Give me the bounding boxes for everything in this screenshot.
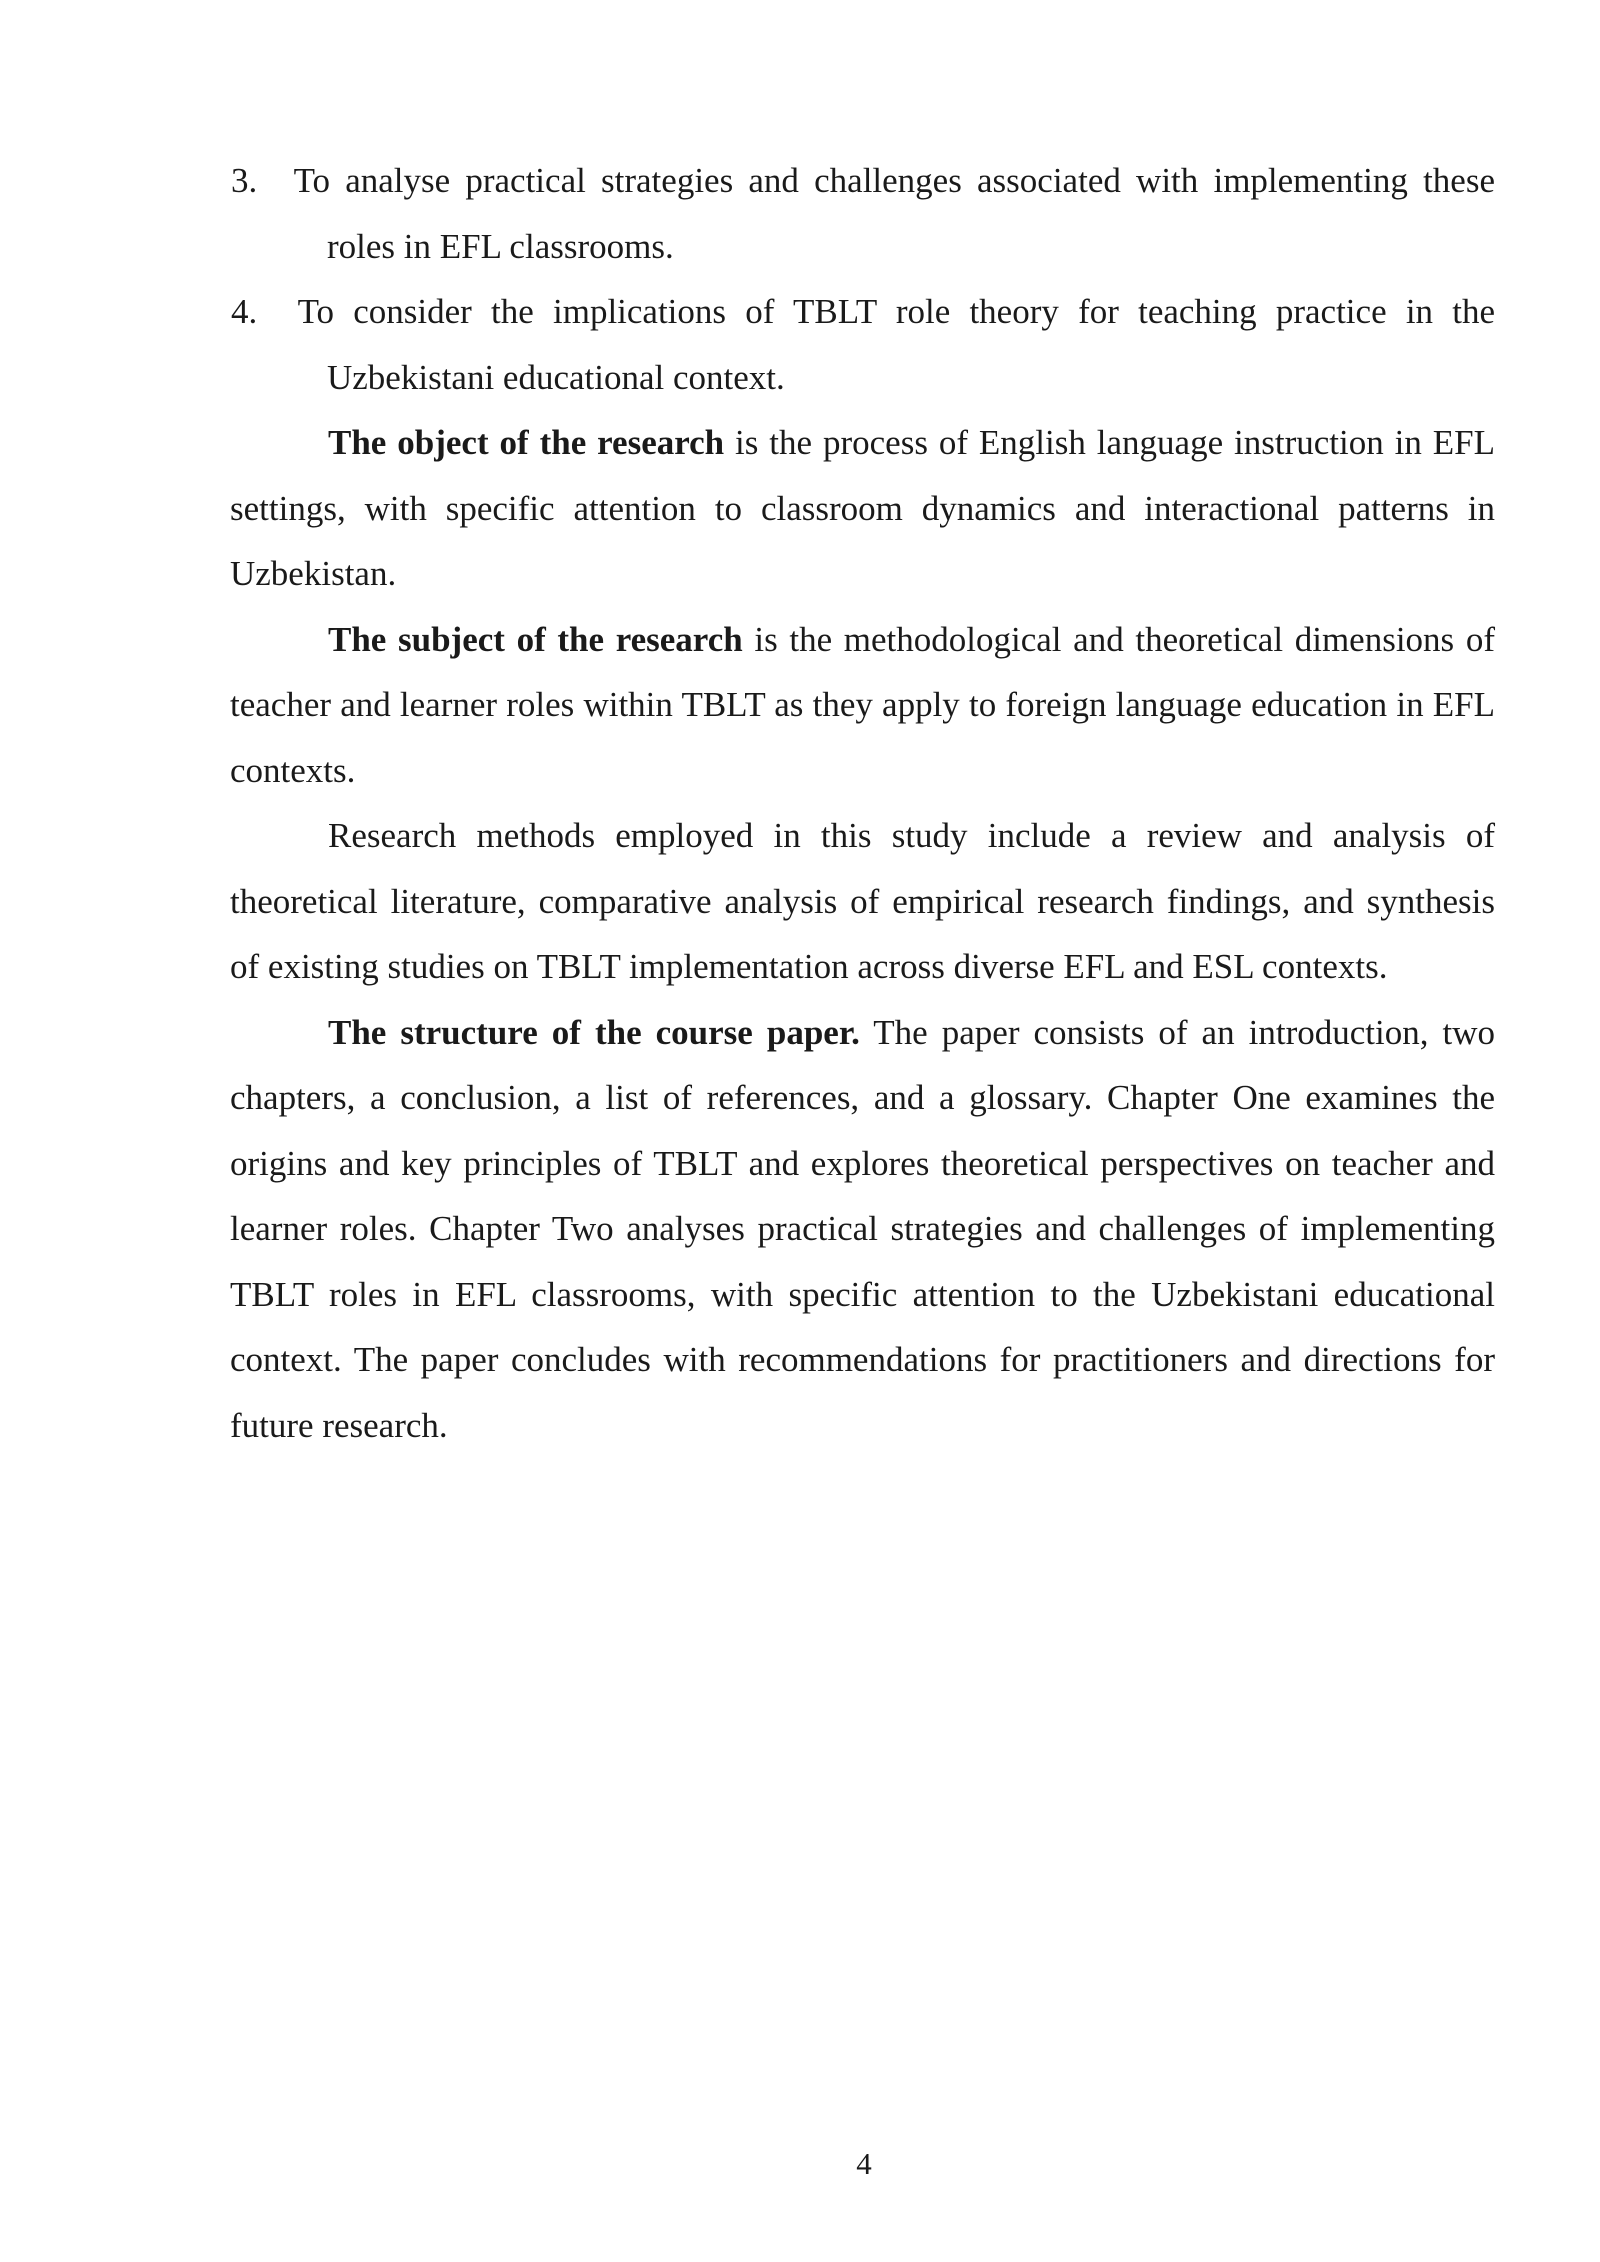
structure-heading: The structure of the course paper. bbox=[328, 1012, 860, 1052]
subject-text: is the methodological and theoretical dimensions of teacher and learner roles within TBLT as they apply to foreign language education in EFL contexts. bbox=[230, 619, 1495, 790]
subject-of-research-paragraph bbox=[230, 607, 1495, 804]
research-methods-paragraph bbox=[230, 803, 1495, 1000]
list-text: To consider the implications of TBLT role theory for teaching practice in the Uzbekistani educational context. bbox=[297, 292, 1496, 397]
structure-text: The paper consists of an introduction, two chapters, a conclusion, a list of references, and a glossary. Chapter One examines the origins and key principles of TBLT and explores theoretical perspectives on teacher and learner roles. Chapter Two analyses practical strategies and challenges of implementing TBLT roles in EFL classrooms, with specific attention to the Uzbekistani educational context. The paper concludes with recommendations for practitioners and directions for future research. bbox=[230, 1012, 1495, 1445]
structure-paragraph bbox=[230, 1000, 1495, 1459]
page-body bbox=[230, 148, 1495, 1458]
objective-item-3: 3. To analyse practical strategies and challenges associated with implementing these roles in EFL classrooms. bbox=[231, 161, 1495, 266]
subject-heading: The subject of the research bbox=[328, 619, 743, 659]
object-text: is the process of English language instruction in EFL settings, with specific attention to classroom dynamics and interactional patterns in Uzbekistan. bbox=[230, 423, 1495, 593]
list-text: To analyse practical strategies and challenges associated with implementing these roles in EFL classrooms. bbox=[293, 161, 1495, 266]
methods-text: Research methods employed in this study include a review and analysis of theoretical literature, comparative analysis of empirical research findings, and synthesis of existing studies on TBLT implementation across diverse EFL and ESL contexts. bbox=[230, 816, 1495, 986]
object-of-research-paragraph bbox=[230, 410, 1495, 607]
page-number: 4 bbox=[856, 2146, 872, 2181]
object-heading: The object of the research bbox=[328, 423, 725, 462]
objective-item-4: 4. To consider the implications of TBLT role theory for teaching practice in the Uzbekistani educational context. bbox=[231, 292, 1496, 397]
